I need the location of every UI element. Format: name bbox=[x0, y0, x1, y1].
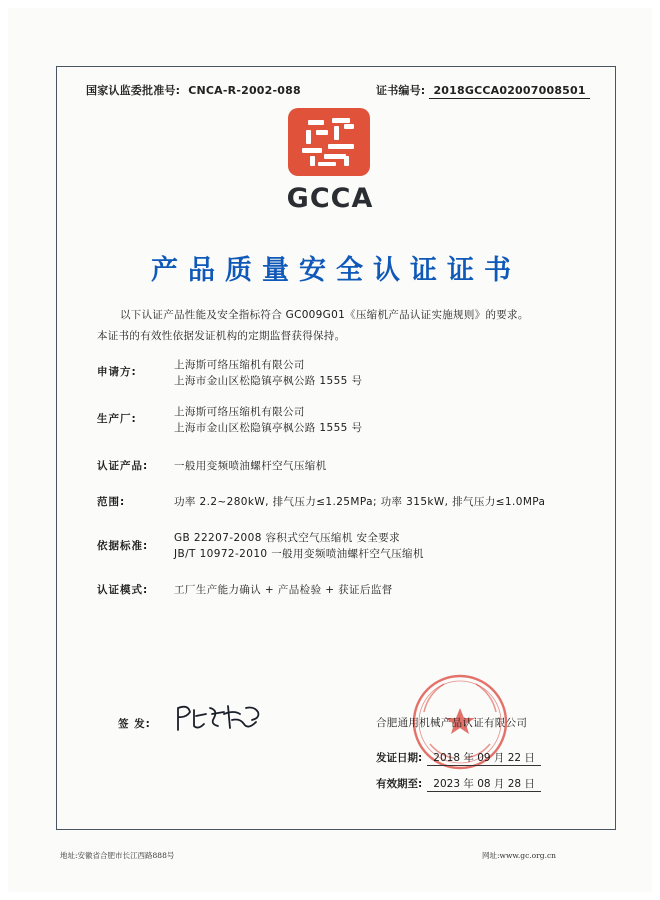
cert-no-label: 证书编号: bbox=[376, 84, 426, 97]
expiry-date-label: 有效期至: bbox=[376, 778, 423, 790]
field-label-scope: 范围: bbox=[97, 496, 126, 508]
cert-no-value: 2018GCCA02007008501 bbox=[429, 84, 589, 99]
expiry-date bbox=[376, 772, 541, 791]
applicant-name: 上海斯可络压缩机有限公司 bbox=[174, 359, 305, 371]
intro-line-1: 以下认证产品性能及安全指标符合 GC009G01《压缩机产品认证实施规则》的要求。 bbox=[120, 309, 529, 321]
approval-number bbox=[86, 82, 301, 98]
field-label-manufacturer: 生产厂: bbox=[97, 413, 137, 425]
sign-label: 签 发: bbox=[118, 718, 151, 730]
scope-value: 功率 2.2~280kW, 排气压力≤1.25MPa; 功率 315kW, 排气压力≤1.0MPa bbox=[174, 496, 546, 508]
standard-1: GB 22207-2008 容积式空气压缩机 安全要求 bbox=[174, 532, 401, 544]
issuer-name: 合肥通用机械产品认证有限公司 bbox=[376, 717, 528, 729]
approval-value: CNCA-R-2002-088 bbox=[188, 84, 301, 97]
field-label-product: 认证产品: bbox=[97, 460, 149, 472]
expiry-date-value: 2023 年 08 月 28 日 bbox=[427, 778, 541, 792]
gcca-logo-icon bbox=[288, 108, 370, 176]
certified-product: 一般用变频喷油螺杆空气压缩机 bbox=[174, 460, 327, 472]
field-label-standards: 依据标准: bbox=[97, 540, 149, 552]
field-label-mode: 认证模式: bbox=[97, 584, 149, 596]
approval-label: 国家认监委批准号: bbox=[86, 84, 181, 97]
certificate-number bbox=[376, 82, 590, 98]
issue-date-label: 发证日期: bbox=[376, 752, 423, 764]
field-label-applicant: 申请方: bbox=[97, 366, 137, 378]
issue-date bbox=[376, 746, 541, 765]
certification-mode: 工厂生产能力确认 + 产品检验 + 获证后监督 bbox=[174, 584, 393, 596]
footer-website: 网址:www.gc.org.cn bbox=[482, 851, 556, 860]
standard-2: JB/T 10972-2010 一般用变频喷油螺杆空气压缩机 bbox=[174, 548, 424, 560]
manufacturer-name: 上海斯可络压缩机有限公司 bbox=[174, 406, 305, 418]
certificate-title: 产品质量安全认证证书 bbox=[151, 255, 521, 286]
signature-icon bbox=[174, 700, 269, 736]
issue-date-value: 2018 年 09 月 22 日 bbox=[427, 752, 541, 766]
logo-text: GCCA bbox=[286, 183, 374, 214]
intro-line-2: 本证书的有效性依据发证机构的定期监督获得保持。 bbox=[97, 330, 346, 342]
footer-address: 地址:安徽省合肥市长江西路888号 bbox=[60, 851, 175, 860]
applicant-address: 上海市金山区松隐镇亭枫公路 1555 号 bbox=[174, 375, 363, 387]
manufacturer-address: 上海市金山区松隐镇亭枫公路 1555 号 bbox=[174, 422, 363, 434]
